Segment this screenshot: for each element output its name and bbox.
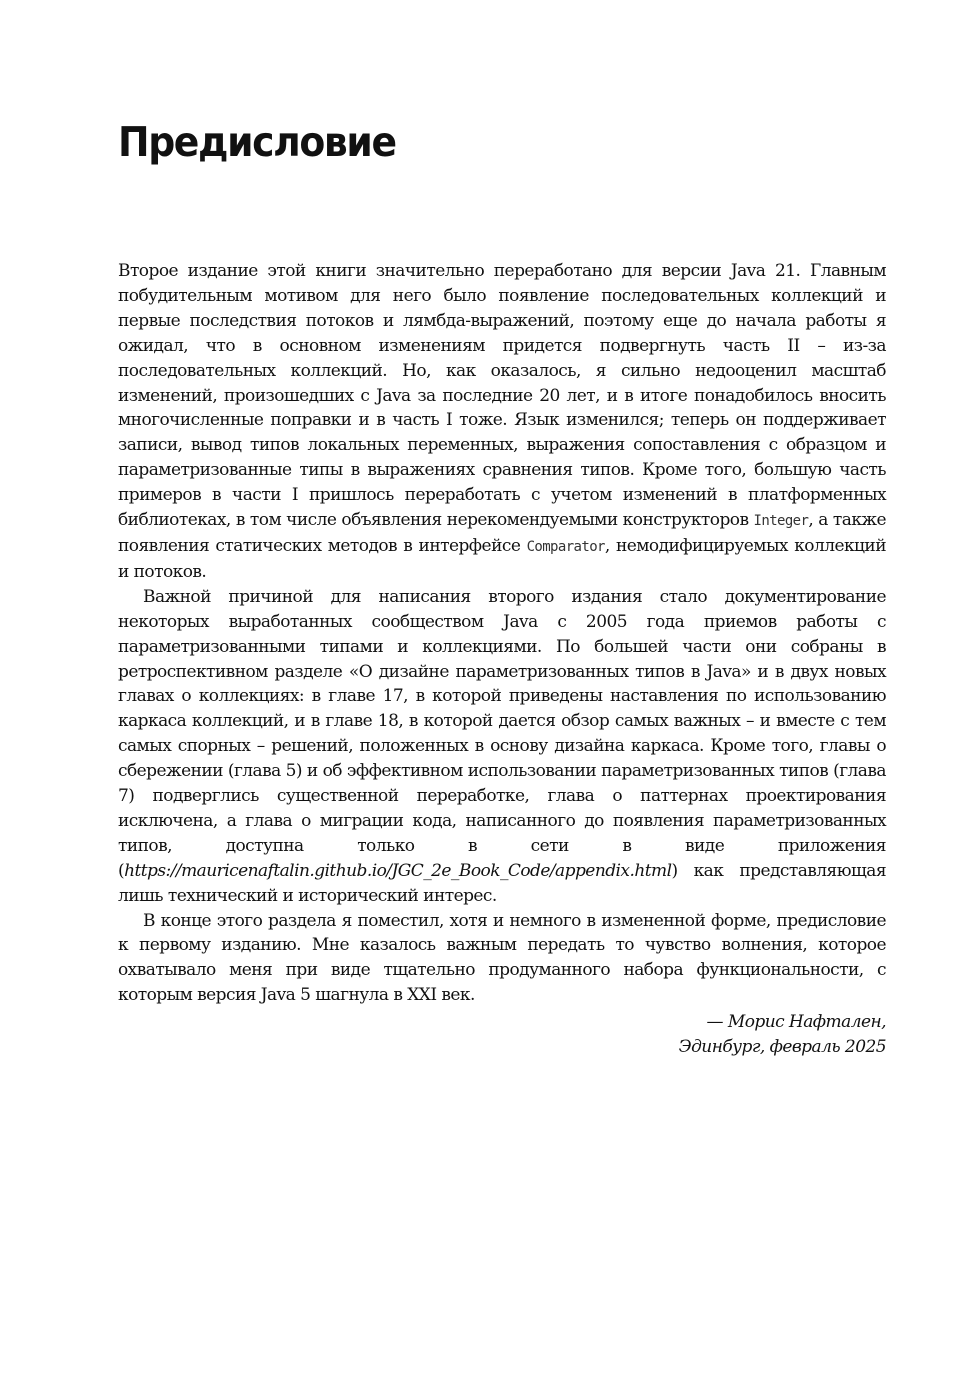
page-title: Предисловие xyxy=(118,118,396,166)
paragraph-2-text-a: Важной причиной для написания второго издания стало документирование некоторых выработанных сообществом Java с 2005 года приемов работы с параметризованными типами и коллекциями. По большей части они собраны в ретроспективном разделе «О дизайне параметризованных типов в Java» и в двух новых главах о коллекциях: в главе 17, в которой приведены наставления по использованию каркаса коллекций, и в главе 18, в которой дается обзор самых важных – и вместе с тем самых спорных – решений, положенных в основу дизайна каркаса. Кроме того, главы о сбережении (глава 5) и об эффективном использовании параметризованных типов (глава 7) подверглись существенной переработке, глава о паттернах проектирования исключена, а глава о миграции кода, написанного до появления параметризованных типов, доступна только в сети в виде приложения ( xyxy=(118,586,886,881)
paragraph-1-text-c: , немодифицируемых коллекций и потоков. xyxy=(118,535,886,582)
signature-author: — Морис Нафтален, xyxy=(706,1012,886,1033)
signature xyxy=(118,1010,886,1060)
paragraph-1 xyxy=(118,259,886,585)
code-comparator: Comparator xyxy=(526,538,605,555)
code-integer: Integer xyxy=(753,513,809,530)
appendix-link[interactable]: https://mauricenaftalin.github.io/JGC_2e_Book_Code/appendix.html xyxy=(124,860,672,881)
paragraph-2-text-b: ) как представляющая лишь технический и исторический интерес. xyxy=(118,860,886,906)
signature-place-date: Эдинбург, февраль 2025 xyxy=(678,1037,886,1058)
paragraph-1-text-a: Второе издание этой книги значительно переработано для версии Java 21. Главным побудительным мотивом для него было появление последовательных коллекций и первые последствия потоков и лямбда-выражений, поэтому еще до начала работы я ожидал, что в основном изменениям придется подвергнуть часть II – из-за последовательных коллекций. Но, как оказалось, я сильно недооценил масштаб изменений, произошедших с Java за последние 20 лет, и в итоге понадобилось вносить многочисленные поправки и в часть I тоже. Язык изменился; теперь он поддерживает записи, вывод типов локальных переменных, выражения сопоставления с образцом и параметризованные типы в выражениях сравнения типов. Кроме того, большую часть примеров в части I пришлось переработать с учетом изменений в платформенных библиотеках, в том числе объявления нерекомендуемыми конструкторов xyxy=(118,261,886,531)
paragraph-1-text-b: , а также появления статических методов в интерфейсе xyxy=(118,510,886,556)
preface-body xyxy=(118,259,886,1060)
paragraph-3: В конце этого раздела я поместил, хотя и немного в измененной форме, предисловие к первому изданию. Мне казалось важным передать то чувство волнения, которое охватывало меня при виде тщательно продуманного набора функциональности, с которым версия Java 5 шагнула в XXI век. xyxy=(118,910,886,1006)
paragraph-2 xyxy=(118,585,886,909)
